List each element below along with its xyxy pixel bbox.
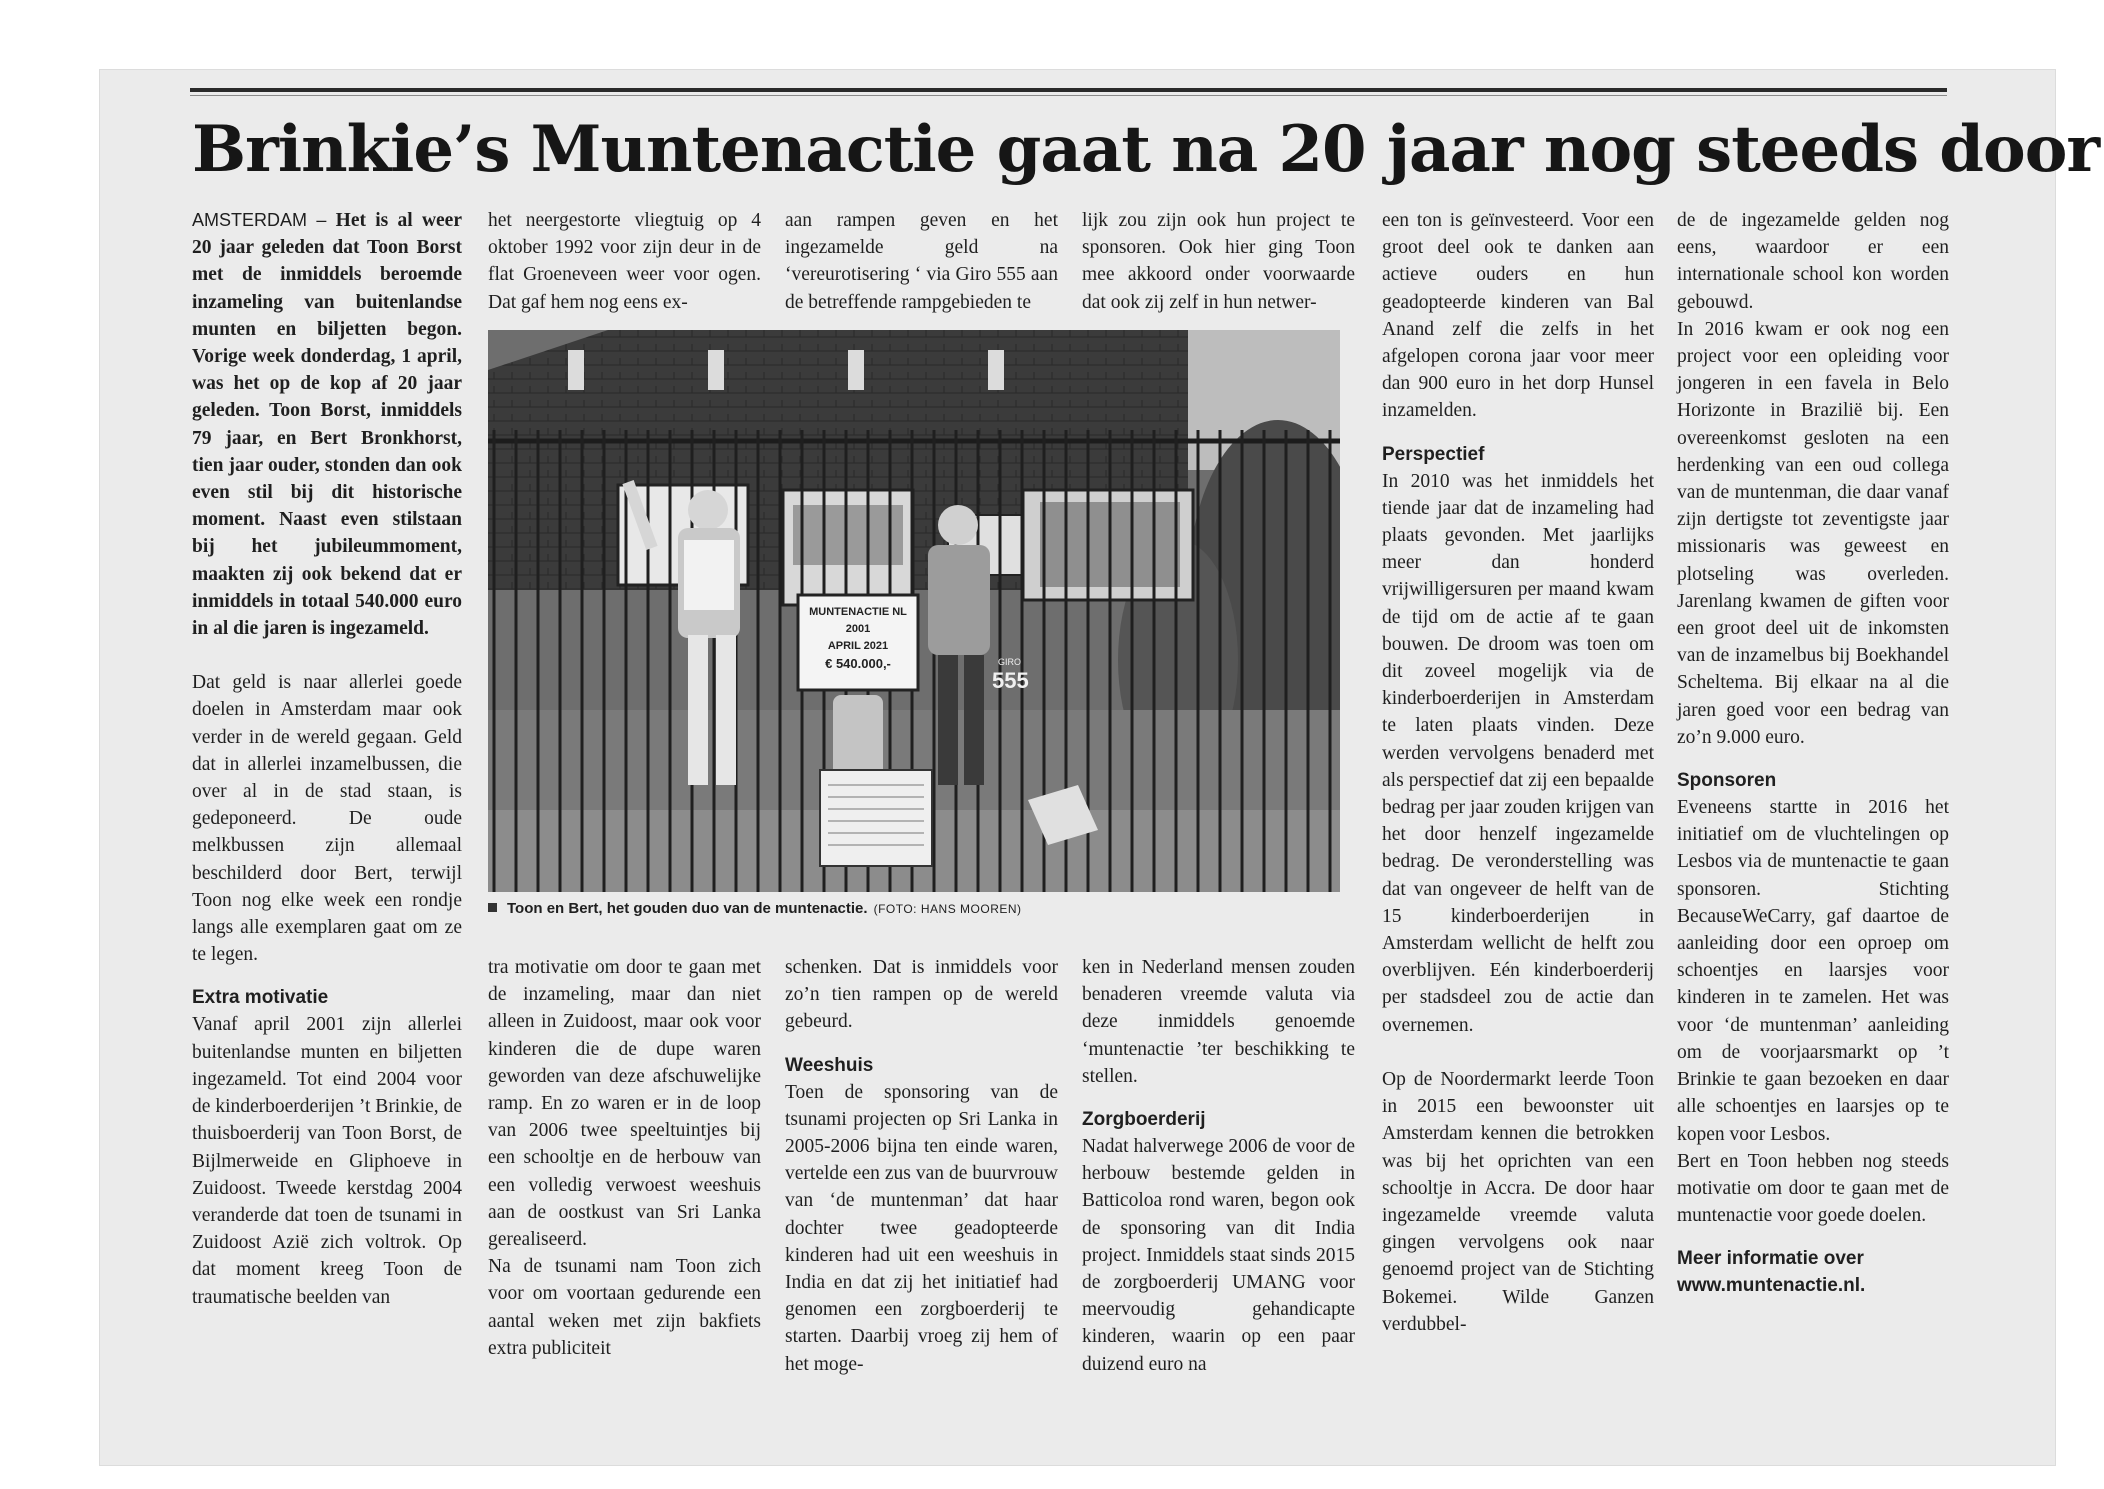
paragraph: een ton is geïnvesteerd. Voor een groot deel ook te danken aan actieve ouders en hun geadopteerde kinderen van Bal Anand zelf die zelfs in het afgelopen corona jaar voor meer dan 900 euro in het dorp Hunsel inzamelden. [1382, 210, 1654, 422]
lead-paragraph [192, 207, 462, 642]
column-6 [1677, 207, 1949, 1299]
paragraph: lijk zou zijn ook hun project te sponsoren. Ook hier ging Toon mee akkoord onder voorwaarde dat ook zij zelf in hun netwer- [1082, 210, 1355, 313]
top-rule-thin [190, 95, 1947, 96]
dateline: AMSTERDAM – [192, 210, 327, 230]
paragraph: Toen de sponsoring van de tsunami projecten op Sri Lanka in 2005-2006 bijna ten einde waren, vertelde een zus van de buurvrouw van ‘de muntenman’ dat haar dochter twee geadopteerde kinderen had uit een weeshuis in India en dat zij het initiatief had genomen een zorgboerderij te starten. Daarbij vroeg zij hem of het moge- [785, 1081, 1058, 1375]
column-1 [192, 207, 462, 1311]
subheading-sponsoren: Sponsoren [1677, 770, 1777, 792]
column-5 [1382, 207, 1654, 1338]
column-2-top [488, 207, 761, 316]
photo-illustration [488, 330, 1340, 892]
subheading-extra-motivatie: Extra motivatie [192, 987, 329, 1009]
paragraph: Vanaf april 2001 zijn allerlei buitenlandse munten en biljetten ingezameld. Tot eind 2004 voor de kinderboerderijen ’t Brinkie, de thuisboerderij van Toon Borst, de Bijlmerweide en Gliphoeve in Zuidoost. Tweede kerstdag 2004 veranderde dat toen de tsunami in Zuidoost Azië zich voltrok. Op dat moment kreeg Toon de traumatische beelden van [192, 1014, 462, 1308]
caption-text: Toon en Bert, het gouden duo van de muntenactie. [507, 900, 868, 917]
article-photo [488, 330, 1340, 892]
paragraph: Dat geld is naar allerlei goede doelen in Amsterdam maar ook verder in de wereld gegaan. Geld dat in allerlei inzamelbussen, die over al in de stad staan, is gedeponeerd. De oude melkbussen zijn allemaal beschilderd door Bert, terwijl Toon nog elke week een rondje langs alle exemplaren gaat om ze te legen. [192, 672, 462, 966]
column-4-bottom [1082, 954, 1355, 1378]
subheading-weeshuis: Weeshuis [785, 1054, 874, 1076]
top-rule [190, 88, 1947, 92]
column-4-top [1082, 207, 1355, 316]
paragraph: aan rampen geven en het ingezamelde geld na ‘vereurotisering ‘ via Giro 555 aan de betreffende rampgebieden te [785, 210, 1058, 313]
paragraph: de de ingezamelde gelden nog eens, waardoor er een internationale school kon worden gebouwd. [1677, 210, 1949, 313]
subheading-zorgboerderij: Zorgboerderij [1082, 1109, 1206, 1131]
poster-line-1: MUNTENACTIE NL [809, 606, 907, 618]
paragraph: Eveneens startte in 2016 het initiatief om de vluchtelingen op Lesbos via de muntenactie te gaan sponsoren. Stichting BecauseWeCarry, gaf daartoe de aanleiding door een oproep om schoentjes en laarsjes voor kinderen in te zamelen. Het was voor ‘de muntenman’ aanleiding om de voorjaarsmarkt op ’t Brinkie te gaan bezoeken en daar alle schoentjes en laarsjes op te kopen voor Lesbos. [1677, 797, 1949, 1145]
paragraph: Nadat halverwege 2006 de voor de herbouw bestemde gelden in Batticoloa rond waren, begon ook de sponsoring van dit India project. Inmiddels staat sinds 2015 de zorgboerderij UMANG voor meervoudig gehandicapte kinderen, waarin op een paar duizend euro na [1082, 1136, 1355, 1375]
photo-credit: (FOTO: HANS MOOREN) [873, 902, 1022, 916]
column-3-bottom [785, 954, 1058, 1378]
giro-label: GIRO [998, 657, 1022, 667]
paragraph: schenken. Dat is inmiddels voor zo’n tien rampen op de wereld gebeurd. [785, 957, 1058, 1033]
paragraph: ken in Nederland mensen zouden benaderen vreemde valuta via deze inmiddels genoemde ‘muntenactie ’ter beschikking te stellen. [1082, 957, 1355, 1087]
paragraph: Op de Noordermarkt leerde Toon in 2015 een bewoonster uit Amsterdam kennen die betrokken was bij het oprichten van een schooltje in Accra. De door haar ingezamelde vreemde valuta gingen vervolgens ook naar genoemd project van de Stichting Bokemei. Wilde Ganzen verdubbel- [1382, 1068, 1654, 1335]
column-2-bottom [488, 954, 761, 1362]
poster-line-3: APRIL 2021 [827, 640, 889, 652]
paragraph: het neergestorte vliegtuig op 4 oktober 1992 voor zijn deur in de flat Groeneveen weer voor ogen. Dat gaf hem nog eens ex- [488, 210, 761, 313]
paragraph: In 2010 was het inmiddels het tiende jaar dat de inzameling had plaats gevonden. Met jaarlijks meer dan honderd vrijwilligersuren per maand kwam de tijd om de actie af te gaan bouwen. De droom was toen om dit zoveel mogelijk via de kinderboerderijen in Amsterdam te laten plaats vinden. Deze werden vervolgens benaderd met als perspectief dat zij een bepaalde bedrag per jaar zouden krijgen van het door henzelf ingezamelde bedrag. De veronderstelling was dat van ongeveer de helft van de 15 kinderboerderijen in Amsterdam wellicht de helft zou overblijven. Eén kinderboerderij per stadsdeel zou de actie dan overnemen. [1382, 470, 1654, 1036]
caption-bullet-icon [488, 903, 497, 912]
paragraph: In 2016 kwam er ook nog een project voor een opleiding voor jongeren in een favela in Belo Horizonte in Brazilië bij. Een overeenkomst gesloten na een herdenking van een oud collega van de muntenman, die daar vanaf zijn dertigste tot zeventigste jaar missionaris was geweest en plotseling was overleden. Jarenlang kwamen de giften voor een groot deel uit de inkomsten van de inzamelbus bij Boekhandel Scheltema. Bij elkaar na al die jaren goed voor een bedrag van zo’n 9.000 euro. [1677, 318, 1949, 748]
lead-text: Het is al weer 20 jaar geleden dat Toon Borst met de inmiddels beroemde inzameling van buitenlandse munten en biljetten begon. Vorige week donderdag, 1 april, was het op de kop af 20 jaar geleden. Toon Borst, inmiddels 79 jaar, en Bert Bronkhorst, tien jaar ouder, stonden dan ook even stil bij dit historische moment. Naast even stilstaan bij het jubileummoment, maakten zij ook bekend dat er inmiddels in totaal 540.000 euro in al die jaren is ingezameld. [192, 210, 462, 640]
more-info: Meer informatie over www.muntenactie.nl. [1677, 1248, 1866, 1297]
paragraph: tra motivatie om door te gaan met de inzameling, maar dan niet alleen in Zuidoost, maar ook voor kinderen die de dupe waren geworden van deze afschuwelijke ramp. En zo waren er in de loop van 2006 twee speeltuintjes bij een schooltje en de herbouw van een volledig verwoest weeshuis aan de oostkust van Sri Lanka gerealiseerd. [488, 957, 761, 1251]
giro-number: 555 [992, 668, 1029, 693]
headline: Brinkie’s Muntenactie gaat na 20 jaar nog steeds door [192, 112, 2100, 187]
paragraph: Na de tsunami nam Toon zich voor om voortaan gedurende een aantal weken met zijn bakfiets extra publiciteit [488, 1256, 761, 1359]
poster-line-2: 2001 [845, 623, 871, 635]
column-3-top [785, 207, 1058, 316]
poster-line-4: € 540.000,- [825, 656, 891, 671]
photo-caption [488, 897, 1340, 921]
paragraph: Bert en Toon hebben nog steeds motivatie om door te gaan met de muntenactie voor goede doelen. [1677, 1150, 1949, 1227]
subheading-perspectief: Perspectief [1382, 443, 1485, 465]
